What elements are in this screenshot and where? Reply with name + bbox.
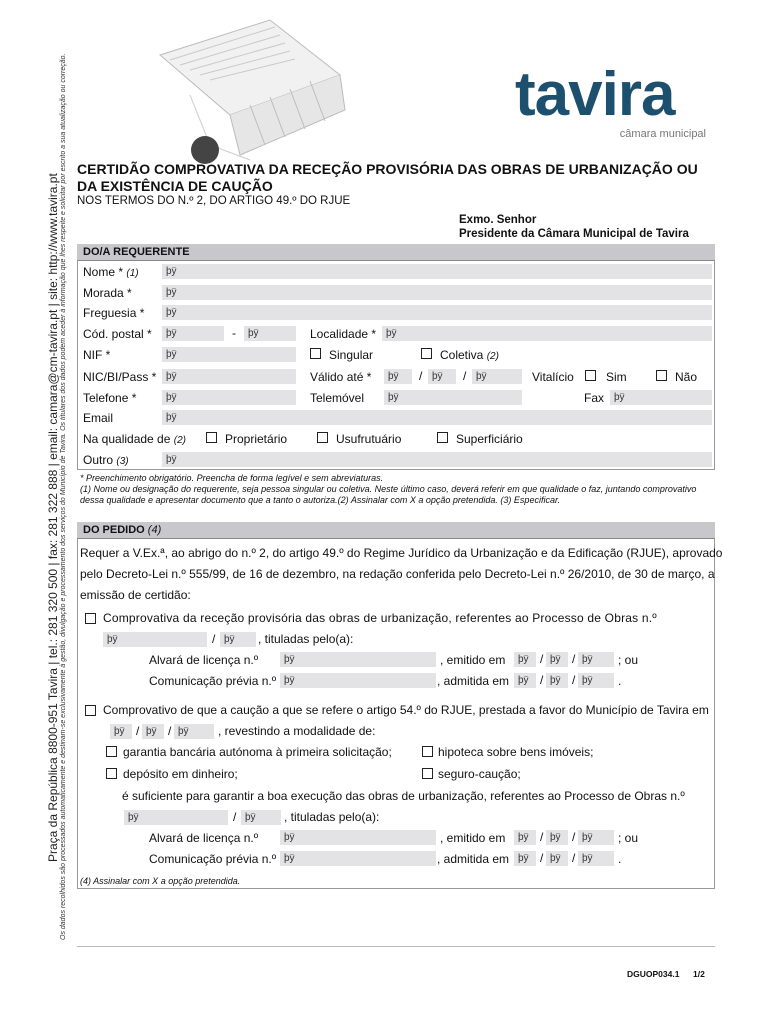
garantia-checkbox[interactable] — [106, 746, 117, 757]
cod-postal-field-1[interactable]: þÿ — [162, 326, 224, 341]
document-title-line1: CERTIDÃO COMPROVATIVA DA RECEÇÃO PROVISÓRIA DAS OBRAS DE URBANIZAÇÃO OU — [77, 161, 698, 177]
valido-year-field[interactable]: þÿ — [472, 369, 522, 384]
emitido-year-1[interactable]: þÿ — [578, 652, 614, 667]
superficiario-label: Superficiário — [456, 432, 523, 446]
sidebar-privacy-note: Os dados recolhidos são processados automaticamente e destinam-se exclusivamente à gestão, divulgação e processamento dos serviços do Município de Tavira. Os titulares dos dados podem aceder à informação que lhes respeite e solicitar por escrito a sua atualização ou correção. — [60, 53, 67, 940]
caucao-year[interactable]: þÿ — [174, 724, 214, 739]
cod-postal-label: Cód. postal * — [83, 327, 152, 341]
option-caucao-checkbox[interactable] — [85, 705, 96, 716]
outro-field[interactable]: þÿ — [162, 452, 712, 467]
processo-number-field-1[interactable]: þÿ — [103, 632, 207, 647]
option-rececao-checkbox[interactable] — [85, 613, 96, 624]
page-number: 1/2 — [693, 969, 705, 979]
hipoteca-label: hipoteca sobre bens imóveis; — [438, 745, 594, 759]
localidade-label: Localidade * — [310, 327, 377, 341]
deposito-checkbox[interactable] — [106, 768, 117, 779]
logo-subtitle: câmara municipal — [619, 128, 706, 140]
telefone-label: Telefone * — [83, 391, 137, 405]
valido-month-field[interactable]: þÿ — [428, 369, 456, 384]
vitalicio-label: Vitalício — [532, 370, 574, 384]
seguro-label: seguro-caução; — [438, 767, 521, 781]
cod-postal-dash: - — [232, 326, 236, 340]
processo-year-field-2[interactable]: þÿ — [241, 810, 281, 825]
email-field[interactable]: þÿ — [162, 410, 712, 425]
emitido-slash-2b: / — [572, 830, 576, 844]
note-1: (1) Nome ou designação do requerente, seja pessoa singular ou coletiva. Neste último caso, deverá referir em que qualidade o faz, juntando comprovativo — [80, 484, 697, 494]
caucao-slash-b: / — [168, 724, 172, 738]
singular-checkbox[interactable] — [310, 348, 321, 359]
pedido-paragraph-2: pelo Decreto-Lei n.º 555/99, de 16 de dezembro, na redação conferida pelo Decreto-Lei n.º 26/2010, de 30 de março, a — [80, 567, 715, 581]
telemovel-field[interactable]: þÿ — [384, 390, 522, 405]
comunicacao-field-2[interactable]: þÿ — [280, 851, 436, 866]
sim-checkbox[interactable] — [585, 370, 596, 381]
morada-label: Morada * — [83, 286, 132, 300]
admitida-slash-2b: / — [572, 851, 576, 865]
admitida-label-2: , admitida em — [437, 852, 510, 866]
telefone-field[interactable]: þÿ — [162, 390, 296, 405]
valido-label: Válido até * — [310, 370, 372, 384]
admitida-day-2[interactable]: þÿ — [514, 851, 536, 866]
revestindo-label: , revestindo a modalidade de: — [218, 724, 376, 738]
coletiva-checkbox[interactable] — [421, 348, 432, 359]
addressee-line1: Exmo. Senhor — [459, 214, 537, 226]
localidade-field[interactable]: þÿ — [382, 326, 712, 341]
document-title-line2: DA EXISTÊNCIA DE CAUÇÃO — [77, 178, 273, 194]
dot-2: . — [618, 852, 622, 866]
note-2-3: dessa qualidade e apresentar documento que a tanto o autoriza.(2) Assinalar com X a opção pretendida. (3) Especificar. — [80, 495, 561, 505]
footer-divider — [77, 946, 715, 947]
pedido-header: DO PEDIDO (4) — [77, 522, 715, 539]
alvara-label-1: Alvará de licença n.º — [149, 653, 259, 667]
alvara-field-2[interactable]: þÿ — [280, 830, 436, 845]
comunicacao-label-2: Comunicação prévia n.º — [149, 852, 277, 866]
form-code: DGUOP034.1 — [627, 969, 680, 979]
admitida-year-2[interactable]: þÿ — [578, 851, 614, 866]
nic-label: NIC/BI/Pass * — [83, 370, 157, 384]
pedido-paragraph-3: emissão de certidão: — [80, 588, 191, 602]
suficiente-label: é suficiente para garantir a boa execução das obras de urbanização, referentes ao Processo de Obras n.º — [122, 789, 685, 803]
processo-number-field-2[interactable]: þÿ — [124, 810, 228, 825]
hipoteca-checkbox[interactable] — [422, 746, 433, 757]
emitido-slash-2a: / — [540, 830, 544, 844]
comunicacao-label-1: Comunicação prévia n.º — [149, 674, 277, 688]
emitido-label-1: , emitido em — [440, 653, 506, 667]
admitida-slash-2a: / — [540, 851, 544, 865]
caucao-slash-a: / — [136, 724, 140, 738]
fax-label: Fax — [584, 391, 605, 405]
proprietario-label: Proprietário — [225, 432, 288, 446]
nif-label: NIF * — [83, 348, 111, 362]
processo-year-field-1[interactable]: þÿ — [220, 632, 256, 647]
caucao-day[interactable]: þÿ — [110, 724, 132, 739]
nao-label: Não — [675, 370, 698, 384]
note-mandatory: * Preenchimento obrigatório. Preencha de forma legível e sem abreviaturas. — [80, 473, 384, 483]
admitida-day-1[interactable]: þÿ — [514, 673, 536, 688]
nic-field[interactable]: þÿ — [162, 369, 296, 384]
emitido-day-2[interactable]: þÿ — [514, 830, 536, 845]
tituladas-label-2: , tituladas pelo(a): — [284, 810, 380, 824]
fax-field[interactable]: þÿ — [610, 390, 712, 405]
morada-field[interactable]: þÿ — [162, 285, 712, 300]
admitida-year-1[interactable]: þÿ — [578, 673, 614, 688]
freguesia-field[interactable]: þÿ — [162, 305, 712, 320]
nome-label: Nome * (1) — [83, 265, 139, 279]
admitida-slash-1b: / — [572, 673, 576, 687]
dot-1: . — [618, 674, 622, 688]
requerente-header: DO/A REQUERENTE — [77, 244, 715, 261]
telemovel-label: Telemóvel — [310, 391, 365, 405]
coletiva-label: Coletiva (2) — [440, 348, 499, 362]
valido-slash-1: / — [419, 369, 423, 383]
cod-postal-field-2[interactable]: þÿ — [244, 326, 296, 341]
valido-day-field[interactable]: þÿ — [384, 369, 412, 384]
sidebar-address: Praça da República 8800-951 Tavira | tel.: 281 320 500 | fax: 281 322 888 | email: camara@cm-tavira.pt | site: http://www.tavira.pt — [46, 173, 60, 862]
valido-slash-2: / — [463, 369, 467, 383]
usufrutuario-label: Usufrutuário — [336, 432, 402, 446]
pedido-paragraph-1: Requer a V.Ex.ª, ao abrigo do n.º 2, do artigo 49.º do Regime Jurídico da Urbanização e da Edificação (RJUE), aprovado — [80, 546, 723, 560]
singular-label: Singular — [329, 348, 374, 362]
admitida-month-1[interactable]: þÿ — [546, 673, 568, 688]
emitido-label-2: , emitido em — [440, 831, 506, 845]
emitido-slash-1a: / — [540, 652, 544, 666]
ou-label-1: ; ou — [618, 653, 639, 667]
comunicacao-field-1[interactable]: þÿ — [280, 673, 436, 688]
caucao-month[interactable]: þÿ — [142, 724, 164, 739]
alvara-label-2: Alvará de licença n.º — [149, 831, 259, 845]
option-caucao-label: Comprovativo de que a caução a que se refere o artigo 54.º do RJUE, prestada a favor do Município de Tavira em — [103, 703, 709, 717]
logo-wordmark: tavira — [515, 60, 675, 129]
admitida-slash-1a: / — [540, 673, 544, 687]
ou-label-2: ; ou — [618, 831, 639, 845]
addressee-line2: Presidente da Câmara Municipal de Tavira — [459, 228, 689, 240]
nif-field[interactable]: þÿ — [162, 347, 296, 362]
proprietario-checkbox[interactable] — [206, 432, 217, 443]
admitida-month-2[interactable]: þÿ — [546, 851, 568, 866]
header-illustration — [150, 15, 350, 165]
email-label: Email — [83, 411, 114, 425]
outro-label: Outro (3) — [83, 453, 129, 467]
emitido-slash-1b: / — [572, 652, 576, 666]
emitido-month-2[interactable]: þÿ — [546, 830, 568, 845]
tituladas-label-1: , tituladas pelo(a): — [258, 632, 354, 646]
qualidade-label: Na qualidade de (2) — [83, 432, 186, 446]
usufrutuario-checkbox[interactable] — [317, 432, 328, 443]
alvara-field-1[interactable]: þÿ — [280, 652, 436, 667]
processo-slash-1: / — [212, 632, 216, 646]
document-subtitle: NOS TERMOS DO N.º 2, DO ARTIGO 49.º DO RJUE — [77, 195, 351, 207]
emitido-day-1[interactable]: þÿ — [514, 652, 536, 667]
deposito-label: depósito em dinheiro; — [123, 767, 238, 781]
emitido-year-2[interactable]: þÿ — [578, 830, 614, 845]
superficiario-checkbox[interactable] — [437, 432, 448, 443]
option-rececao-label: Comprovativa da receção provisória das obras de urbanização, referentes ao Processo de Obras n.º — [103, 611, 657, 625]
freguesia-label: Freguesia * — [83, 306, 145, 320]
emitido-month-1[interactable]: þÿ — [546, 652, 568, 667]
sim-label: Sim — [606, 370, 627, 384]
processo-slash-2: / — [233, 810, 237, 824]
seguro-checkbox[interactable] — [422, 768, 433, 779]
nao-checkbox[interactable] — [656, 370, 667, 381]
pedido-note: (4) Assinalar com X a opção pretendida. — [80, 876, 241, 886]
tavira-logo — [515, 60, 710, 145]
nome-field[interactable]: þÿ — [162, 264, 712, 279]
garantia-label: garantia bancária autónoma à primeira solicitação; — [123, 745, 392, 759]
admitida-label-1: , admitida em — [437, 674, 510, 688]
